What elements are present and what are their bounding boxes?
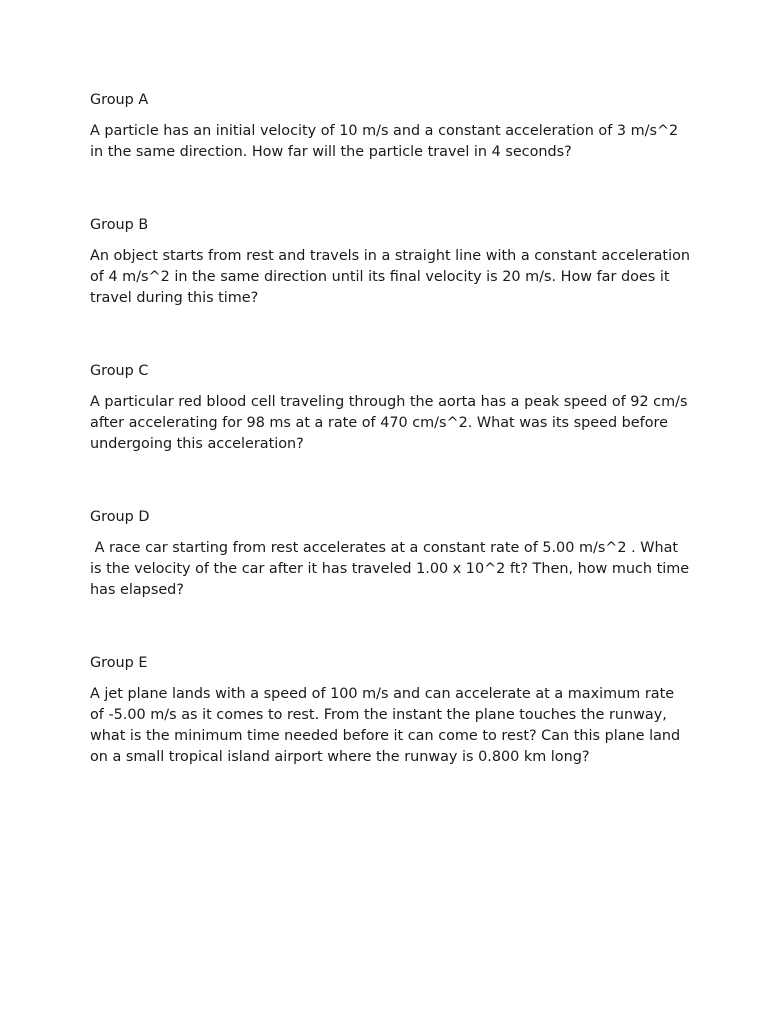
document-body <box>90 90 695 820</box>
group-b-question: An object starts from rest and travels in a straight line with a constant acceleration of 4 m/s^2 in the same direction until its final velocity is 20 m/s. How far does it travel during this time? <box>90 248 695 306</box>
group-e-heading: Group E <box>90 655 148 671</box>
group-c-section <box>90 361 693 455</box>
group-a-section <box>90 90 690 163</box>
group-e-question: A jet plane lands with a speed of 100 m/s and can accelerate at a maximum rate of -5.00 m/s as it comes to rest. From the instant the plane touches the runway, what is the minimum time needed before it can come to rest? Can this plane land on a small tropical island airport where the runway is 0.800 km long? <box>90 686 685 765</box>
group-c-heading: Group C <box>90 363 149 379</box>
group-c-question: A particular red blood cell traveling through the aorta has a peak speed of 92 cm/s after accelerating for 98 ms at a rate of 470 cm/s^2. What was its speed before undergoing this acceleration? <box>90 394 693 452</box>
group-d-section <box>90 507 694 601</box>
group-d-heading: Group D <box>90 509 150 525</box>
group-b-heading: Group B <box>90 217 149 233</box>
group-e-section <box>90 653 690 768</box>
group-b-section <box>90 215 695 309</box>
group-a-heading: Group A <box>90 92 149 108</box>
group-a-question: A particle has an initial velocity of 10 m/s and a constant acceleration of 3 m/s^2 in the same direction. How far will the particle travel in 4 seconds? <box>90 123 683 160</box>
group-d-question: A race car starting from rest accelerates at a constant rate of 5.00 m/s^2 . What is the velocity of the car after it has traveled 1.00 x 10^2 ft? Then, how much time has elapsed? <box>90 540 694 598</box>
